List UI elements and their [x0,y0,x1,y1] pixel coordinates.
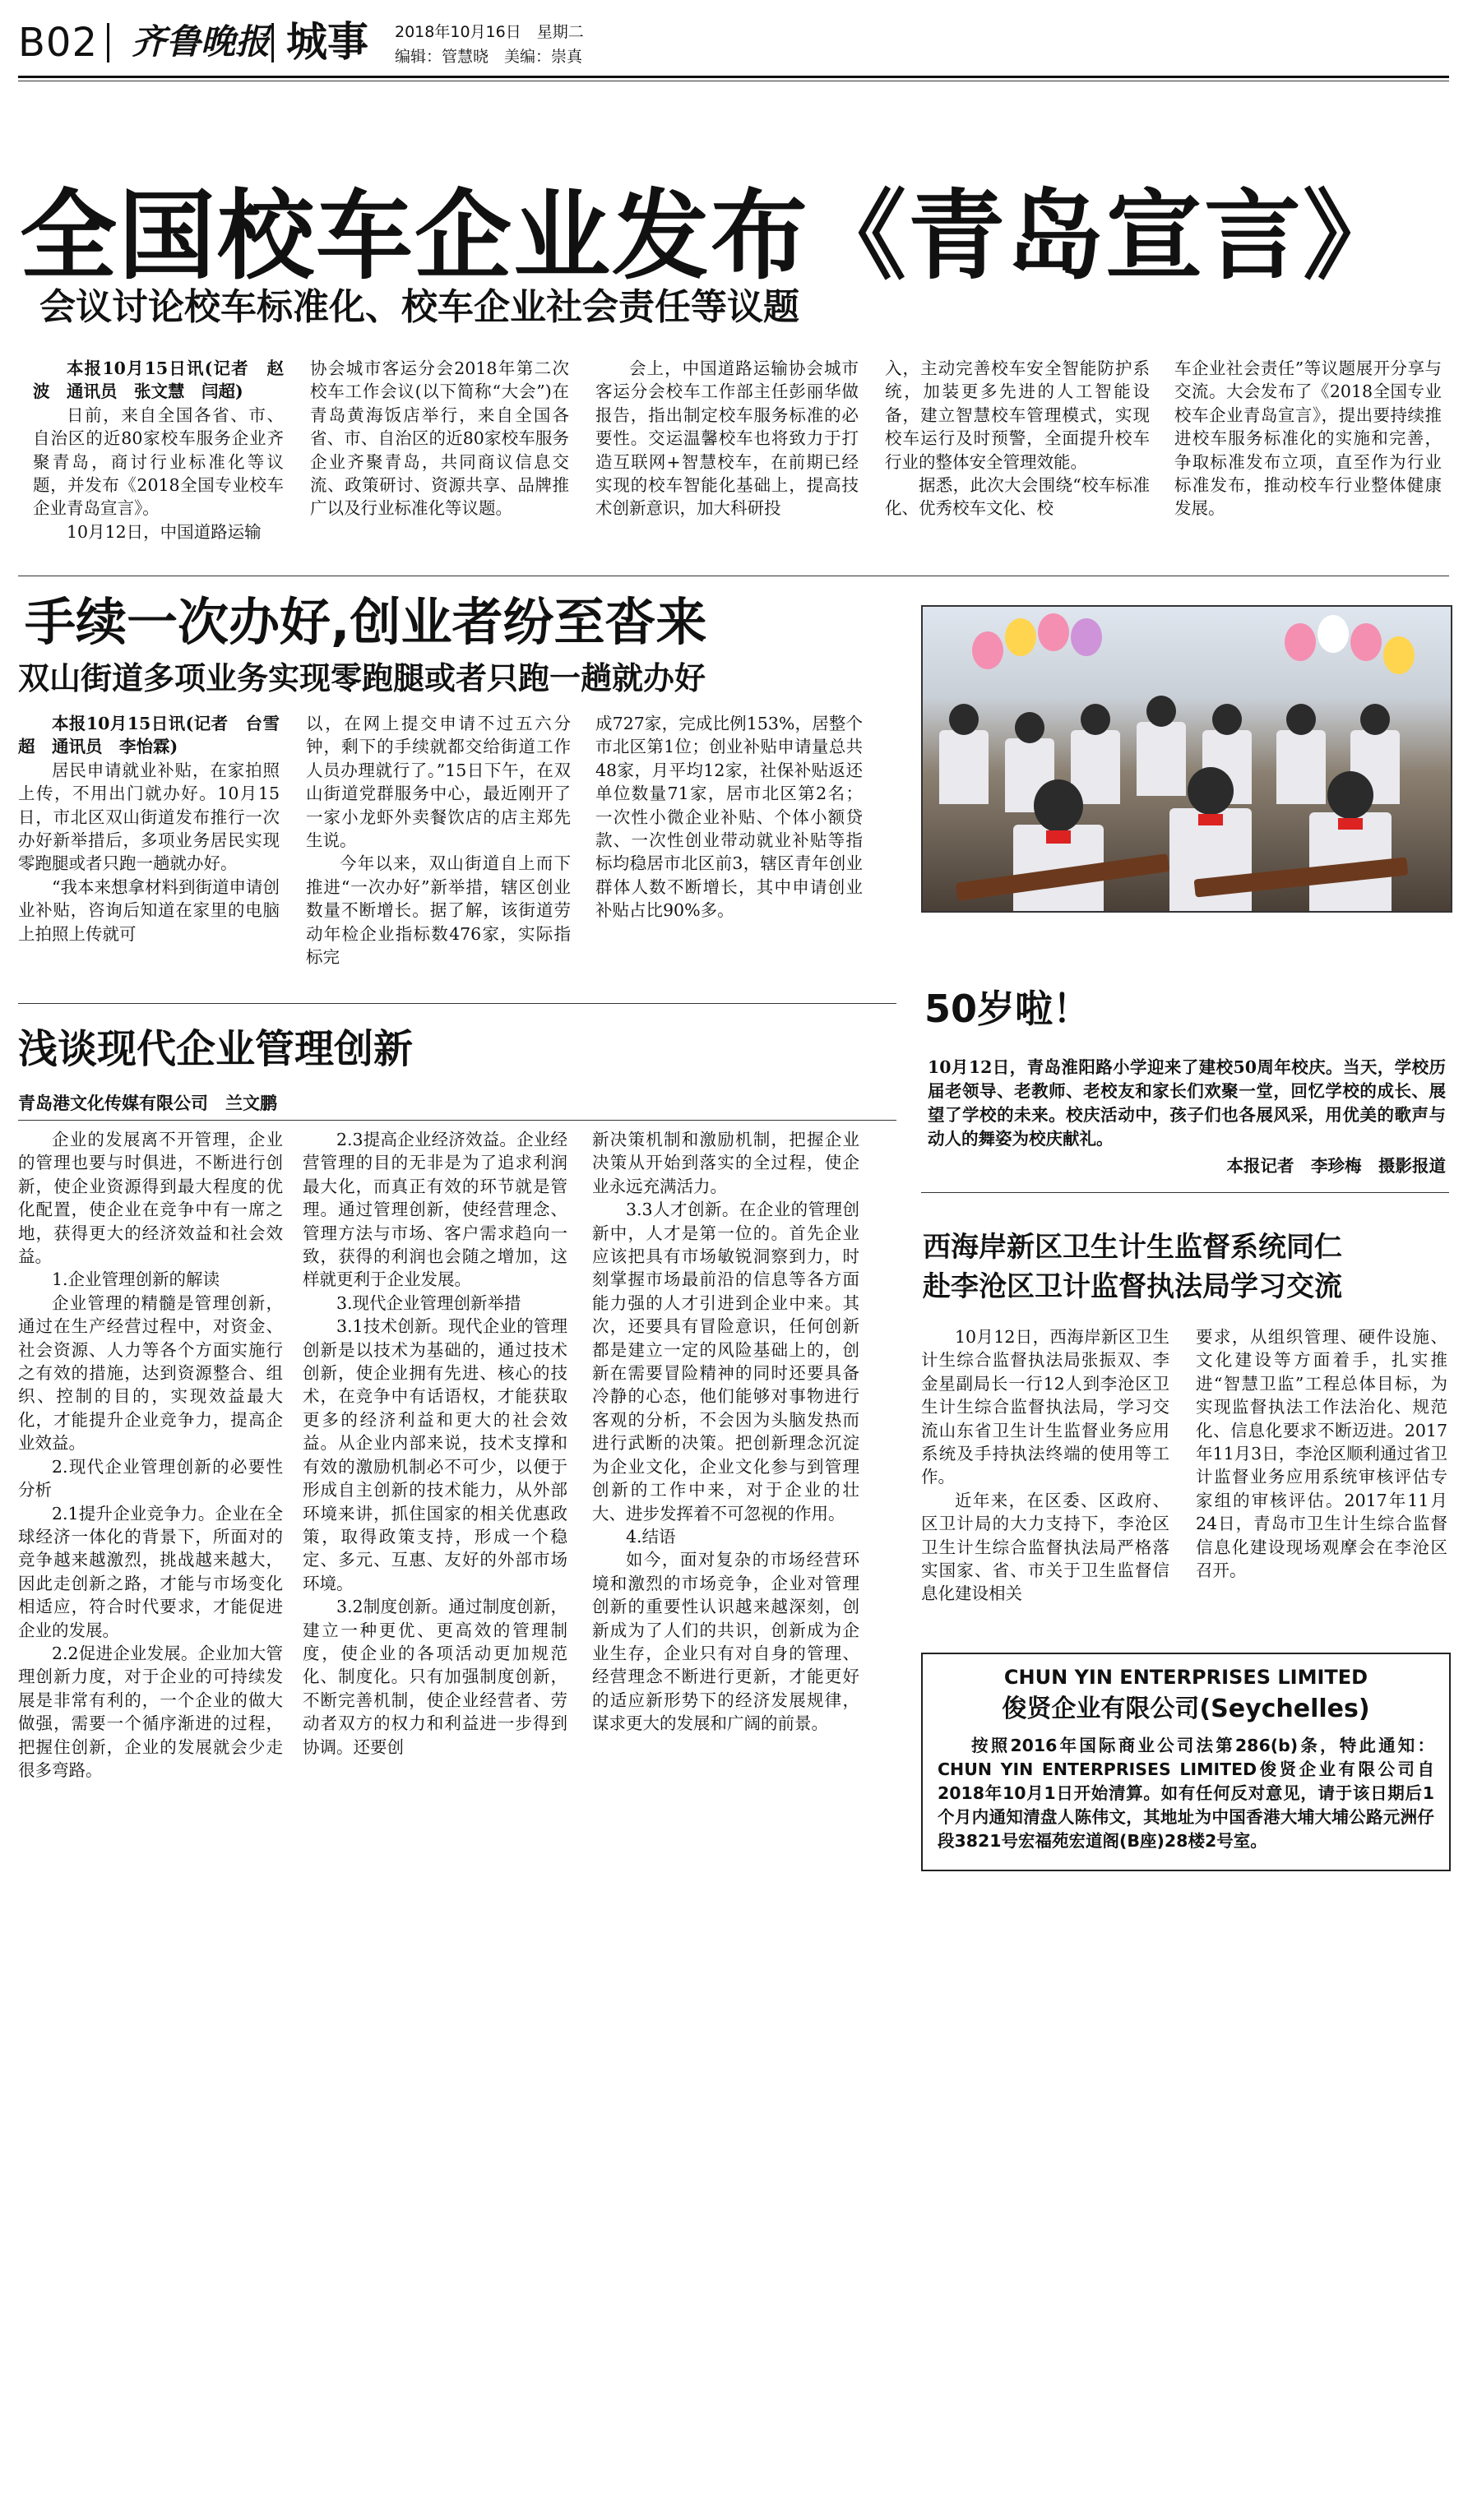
balloon [1005,618,1036,656]
paragraph: 3.1技术创新。现代企业的管理创新是以技术为基础的，通过技术创新，使企业拥有先进、核心的技术，在竞争中有话语权，才能获取更多的经济利益和更大的社会效益。从企业内部来说，技术支撑和有效的激励机制必不可少，以便于形成自主创新的技术能力，从外部环境来讲，抓住国家的相关优惠政策，取得政策支持，形成一个稳定、多元、互惠、友好的外部市场环境。 [303,1316,567,1593]
paragraph: 近年来，在区委、区政府、区卫计局的大力支持下，李沧区卫生计生综合监督执法局严格落实国家、省、市关于卫生监督信息化建设相关 [921,1490,1169,1604]
article3-col3 [592,1128,859,1868]
byline: 本报10月15日讯(记者 台雪超 通讯员 李怡霖) [18,714,280,757]
paragraph: 会上，中国道路运输协会城市客运分会校车工作部主任彭丽华做报告，指出制定校车服务标准的必要性。交运温馨校车也将致力于打造互联网+智慧校车，在前期已经实现的校车智能化基础上，提高技术创新意识，加大科研投 [595,358,859,519]
balloon [1038,613,1069,651]
notice-company-en: CHUN YIN ENTERPRISES LIMITED [1003,1666,1368,1689]
paragraph: 企业的发展离不开管理，企业的管理也要与时俱进，不断进行创新，使企业资源得到最大程度的优化配置，使企业在竞争中有一席之地，获得更大的经济效益和社会效益。 [18,1130,283,1267]
paragraph: 3.2制度创新。通过制度创新，建立一种更优、更高效的管理制度，使企业的各项活动更加规范化、制度化。只有加强制度创新，不断完善机制，使企业经营者、劳动者双方的权力和利益进一步得到协调。还要创 [303,1597,567,1757]
paragraph: 2.1提升企业竞争力。企业在全球经济一体化的背景下，所面对的竞争越来越激烈，挑战越来越大，因此走创新之路，才能与市场变化相适应，符合时代要求，才能促进企业的发展。 [18,1503,283,1640]
article1-col2 [310,357,569,558]
article4-col2 [1196,1325,1447,1638]
article4-col1 [921,1325,1169,1638]
article2-col3 [595,712,863,992]
section-rule [18,1003,896,1004]
paragraph: 据悉，此次大会围绕“校车标准化、优秀校车文化、校 [885,475,1150,519]
student-head [1212,704,1242,735]
author-rule [18,1120,896,1121]
paragraph: 10月12日，中国道路运输 [67,521,262,542]
header-divider [107,23,109,62]
headline-management-innovation: 浅谈现代企业管理创新 [18,1026,414,1072]
article2-col2 [306,712,571,992]
article1-col3 [595,357,859,558]
balloon [972,631,1003,669]
student [1276,730,1326,804]
page-number: B02 [18,20,99,66]
school-anniversary-photo [921,605,1452,913]
notice-body: 按照2016年国际商业公司法第286(b)条，特此通知：CHUN YIN ENTERPRISES LIMITED俊贤企业有限公司自2018年10月1日开始清算。如有任何反对意见，请于该日期后1个月内通知清盘人陈伟文，其地址为中国香港大埔大埔公路元洲仔段3821号宏福苑宏道阁(B座)28楼2号室。 [938,1735,1434,1851]
balloon [1317,615,1349,653]
article3-col2 [303,1128,567,1868]
article1-col1 [33,357,284,558]
photo-title: 50岁啦！ [924,987,1091,1031]
article2-col1 [18,712,280,992]
paragraph: 4.结语 [626,1526,676,1547]
paragraph: 成727家，完成比例153%，居整个市北区第1位；创业补贴申请量总共48家，月平均12家，社保补贴返还单位数量71家，居市北区第2名；一次性小微企业补贴、个体小额贷款、一次性创业带动就业补贴等指标均稳居市北区前3，辖区青年创业群体人数不断增长，其中申请创业补贴占比90%多。 [595,714,863,921]
article1-col4 [885,357,1150,558]
article3-col1 [18,1128,283,1868]
red-scarf [1198,814,1223,825]
editors: 编辑：管慧晓 美编：崇真 [395,48,583,66]
balloon [1350,623,1382,661]
paragraph: 2.3提高企业经济效益。企业经营管理的目的无非是为了追求利润最大化，而真正有效的环节就是管理。通过管理创新，使经营理念、管理方法与市场、客户需求趋向一致，获得的利润也会随之增加，这样就更利于企业发展。 [303,1130,567,1290]
student-head [1327,771,1373,819]
student [1137,722,1186,796]
byline: 本报10月15日讯(记者 赵波 通讯员 张文慧 闫超) [33,358,284,402]
balloon [1383,636,1415,674]
student-head [1188,767,1234,815]
paragraph: 10月12日，西海岸新区卫生计生综合监督执法局张振双、李金星副局长一行12人到李沧区卫生计生综合监督执法局，学习交流山东省卫生计生监督业务应用系统及手持执法终端的使用等工作。 [921,1327,1169,1487]
red-scarf [1338,818,1363,830]
balloon [1071,618,1102,656]
liquidation-notice [921,1653,1451,1871]
photo-credit: 本报记者 李珍梅 摄影报道 [1226,1156,1446,1176]
red-scarf [1046,830,1071,844]
paragraph: 如今，面对复杂的市场经营环境和激烈的市场竞争，企业对管理创新的重要性认识越来越深刻，创新成为了人们的共识，创新成为企业生存，企业只有对自身的管理、经营理念不断进行更新，才能更好的适应新形势下的经济发展规律，谋求更大的发展和广阔的前景。 [592,1550,859,1734]
paragraph: 入，主动完善校车安全智能防护系统，加装更多先进的人工智能设备，建立智慧校车管理模式，实现校车运行及时预警，全面提升校车行业的整体安全管理效能。 [885,358,1150,472]
student-head [1360,704,1390,735]
article1-col5 [1174,357,1442,558]
section-name: 城事 [286,18,368,66]
paragraph: 新决策机制和激励机制，把握企业决策从开始到落实的全过程，使企业永远充满活力。 [592,1130,859,1196]
subhead-one-stop-service: 双山街道多项业务实现零跑腿或者只跑一趟就办好 [18,660,706,696]
student-head [1286,704,1316,735]
headline-health-supervision-line1: 西海岸新区卫生计生监督系统同仁 [923,1231,1342,1264]
paragraph: 要求，从组织管理、硬件设施、文化建设等方面着手，扎实推进“智慧卫监”工程总体目标，为实现监督执法工作法治化、规范化、信息化要求不断迈进。2017年11月3日，李沧区顺利通过省卫计监督业务应用系统审核评估专家组的审核评估。2017年11月24日，青岛市卫生计生综合监督信息化建设现场观摩会在李沧区召开。 [1196,1327,1447,1581]
paragraph: 日前，来自全国各省、市、自治区的近80家校车服务企业齐聚青岛，商讨行业标准化等议题，并发布《2018全国专业校车企业青岛宣言》。 [33,405,284,519]
headline-health-supervision-line2: 赴李沧区卫计监督执法局学习交流 [923,1270,1342,1303]
balloon [1285,623,1316,661]
paragraph: 3.3人才创新。在企业的管理创新中，人才是第一位的。首先企业应该把具有市场敏锐洞察到力，时刻掌握市场最前沿的信息等各方面能力强的人才引进到企业中来。其次，还要具有冒险意识，任何创新都是建立一定的风险基础上的，创新在需要冒险精神的同时还要具备冷静的心态，他们能够对事物进行客观的分析，不会因为头脑发热而进行武断的决策。把创新理念沉淀为企业文化，企业文化参与到管理创新的工作中来，对于企业的壮大、进步发挥着不可忽视的作用。 [592,1200,859,1524]
photo-caption: 10月12日，青岛淮阳路小学迎来了建校50周年校庆。当天，学校历届老领导、老教师、老校友和家长们欢聚一堂，回忆学校的成长、展望了学校的未来。校庆活动中，孩子们也各展风采，用优美的歌声与动人的舞姿为校庆献礼。 [928,1057,1446,1149]
student-head [1081,704,1110,735]
issue-date: 2018年10月16日 星期二 [395,23,584,41]
paragraph: “我本来想拿材料到街道申请创业补贴，咨询后知道在家里的电脑上拍照上传就可 [18,876,280,944]
notice-company-cn: 俊贤企业有限公司(Seychelles) [1002,1694,1370,1723]
subhead-qingdao-declaration: 会议讨论校车标准化、校车企业社会责任等议题 [39,286,799,328]
paragraph: 车企业社会责任”等议题展开分享与交流。大会发布了《2018全国专业校车企业青岛宣言》，提出要持续推进校车服务标准化的实施和完善，争取标准发布立项，直至作为行业标准发布，推动校车行业整体健康发展。 [1174,358,1442,519]
paragraph: 居民申请就业补贴，在家拍照上传，不用出门就办好。10月15日，市北区双山街道发布推行一次办好新举措后，多项业务居民实现零跑腿或者只跑一趟就办好。 [18,760,280,874]
header-divider [271,23,274,62]
headline-qingdao-declaration: 全国校车企业发布《青岛宣言》 [20,179,1402,293]
paragraph: 1.企业管理创新的解读 [52,1269,220,1290]
newspaper-logo: 齐鲁晚报 [132,21,271,62]
paragraph: 2.2促进企业发展。企业加大管理创新力度，对于企业的可持续发展是非常有利的，一个企业的做大做强，需要一个循序渐进的过程，把握住创新，企业的发展就会少走很多弯路。 [18,1643,283,1780]
paragraph: 企业管理的精髓是管理创新，通过在生产经营过程中，对资金、社会资源、人力等各个方面实施行之有效的措施，达到资源整合、组织、控制的目的，实现效益最大化，才能提升企业竞争力，提高企业效益。 [18,1292,283,1454]
student-head [1146,696,1176,727]
section-rule [921,1192,1449,1193]
paragraph: 以，在网上提交申请不过五六分钟，剩下的手续就都交给街道工作人员办理就行了。”15日下午，在双山街道党群服务中心，最近刚开了一家小龙虾外卖餐饮店的店主郑先生说。 [306,714,571,851]
author-line: 青岛港文化传媒有限公司 兰文鹏 [18,1094,277,1113]
student [939,730,989,804]
student-head [949,704,979,735]
header-rule [18,76,1449,78]
student-head [1034,779,1083,832]
paragraph: 协会城市客运分会2018年第二次校车工作会议(以下简称“大会”)在青岛黄海饭店举行，来自全国各省、市、自治区的近80家校车服务企业齐聚青岛，共同商议信息交流、政策研讨、资源共享、品牌推广以及行业标准化等议题。 [310,358,569,519]
paragraph: 2.现代企业管理创新的必要性分析 [18,1456,283,1500]
student-head [1015,712,1044,743]
paragraph: 今年以来，双山街道自上而下推进“一次办好”新举措，辖区创业数量不断增长。据了解，该街道劳动年检企业指标数476家，实际指标完 [306,853,571,968]
headline-one-stop-service: 手续一次办好,创业者纷至沓来 [25,592,707,652]
paragraph: 3.现代企业管理创新举措 [336,1292,521,1313]
